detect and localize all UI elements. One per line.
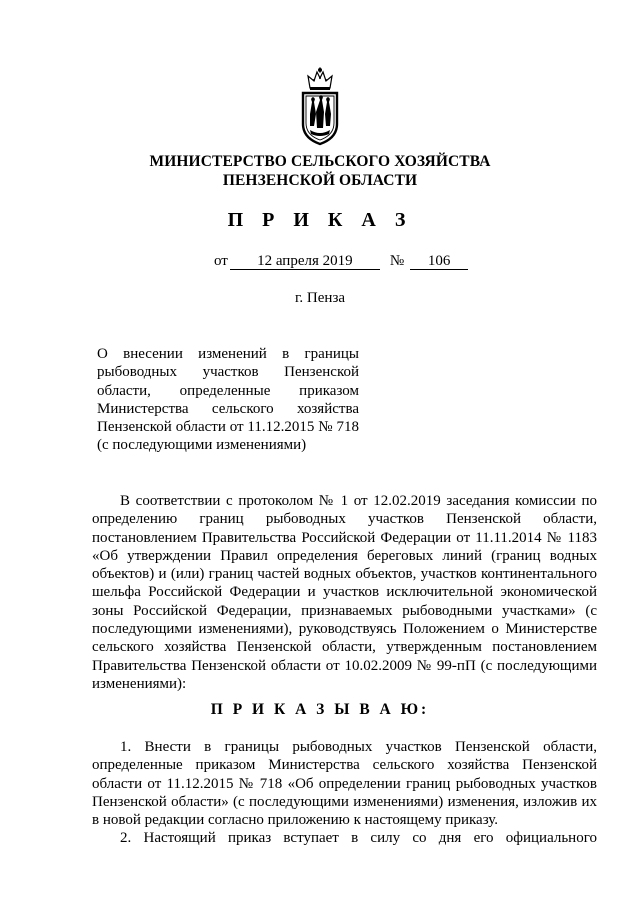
- order-item-1: 1. Внести в границы рыбоводных участков Пензенской области, определенные приказом Министерства сельского хозяйства Пензенской области от 11.12.2015 № 718 «Об определении границ рыбоводных участков Пензенской области» (с последующими изменениями) изменения, изложив их в новой редакции согласно приложению к настоящему приказу.: [92, 739, 597, 829]
- date-label: от: [214, 253, 228, 269]
- city: г. Пенза: [294, 290, 346, 306]
- order-subject: О внесении изменений в границы рыбоводных участков Пензенской области, определенные приказом Министерства сельского хозяйства Пензенской области от 11.12.2015 № 718 (с последующими изменениями): [97, 346, 359, 454]
- order-date: 12 апреля 2019: [230, 253, 380, 270]
- order-date-number-line: [214, 252, 468, 270]
- ministry-name-line1: МИНИСТЕРСТВО СЕЛЬСКОГО ХОЗЯЙСТВА: [149, 153, 491, 170]
- order-number: 106: [410, 253, 468, 270]
- ministry-name-line2: ПЕНЗЕНСКОЙ ОБЛАСТИ: [222, 172, 418, 189]
- decree-heading: П Р И К А З Ы В А Ю:: [210, 701, 430, 718]
- document-title: П Р И К А З: [227, 209, 413, 231]
- number-label: №: [389, 253, 405, 269]
- legal-basis-paragraph: В соответствии с протоколом № 1 от 12.02.2019 заседания комиссии по определению границ рыбоводных участков Пензенской области, постановлением Правительства Российской Федерации от 11.11.2014 № 1183 «Об утверждении Правил определения береговых линий (границ водных объектов) и (или) границ частей водных объектов, участков континентального шельфа Российской Федерации и участков исключительной экономической зоны Российской Федерации, признаваемых рыбоводными участками» (с последующими изменениями), руководствуясь Положением о Министерстве сельского хозяйства Пензенской области, утвержденным постановлением Правительства Пензенской области от 10.02.2009 № 99-пП (с последующими изменениями):: [92, 493, 597, 692]
- order-item-2: 2. Настоящий приказ вступает в силу со дня его официального: [120, 830, 597, 846]
- coat-of-arms-icon: [298, 66, 342, 146]
